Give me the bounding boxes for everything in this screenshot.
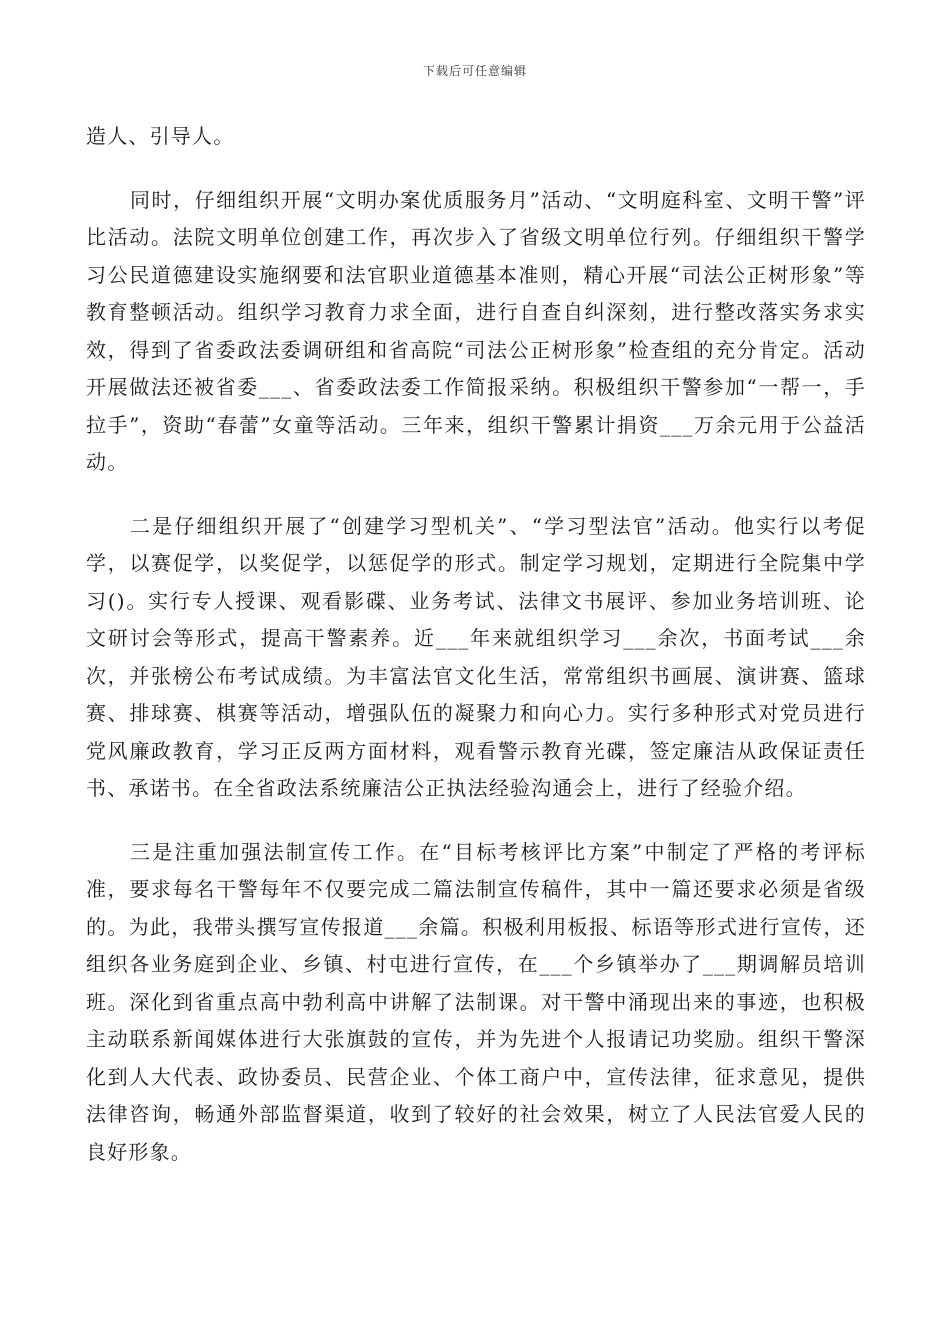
- paragraph-civilization-activities: 同时，仔细组织开展“文明办案优质服务月”活动、“文明庭科室、文明干警”评比活动。法院文明单位创建工作，再次步入了省级文明单位行列。仔细组织干警学习公民道德建设实施纲要和法官职业道德基本准则，精心开展“司法公正树形象”等教育整顿活动。组织学习教育力求全面，进行自查自纠深刻，进行整改落实务求实效，得到了省委政法委调研组和省高院“司法公正树形象”检查组的充分肯定。活动开展做法还被省委___、省委政法委工作简报采纳。积极组织干警参加“一帮一，手拉手”，资助“春蕾”女童等活动。三年来，组织干警累计捐资___万余元用于公益活动。: [86, 187, 866, 474]
- header-note: 下载后可任意编辑: [422, 64, 527, 78]
- document-body: [86, 118, 866, 1171]
- paragraph-learning-organization: 二是仔细组织开展了“创建学习型机关”、“学习型法官”活动。他实行以考促学，以赛促学，以奖促学，以惩促学的形式。制定学习规划，定期进行全院集中学习()。实行专人授课、观看影碟、业务考试、法律文书展评、参加业务培训班、论文研讨会等形式，提高干警素养。近___年来就组织学习___余次，书面考试___余次，并张榜公布考试成绩。为丰富法官文化生活，常常组织书画展、演讲赛、篮球赛、排球赛、棋赛等活动，增强队伍的凝聚力和向心力。实行多种形式对党员进行党风廉政教育，学习正反两方面材料，观看警示教育光碟，签定廉洁从政保证责任书、承诺书。在全省政法系统廉洁公正执法经验沟通会上，进行了经验介绍。: [86, 513, 866, 800]
- paragraph-spacer: [86, 482, 866, 508]
- paragraph-legal-publicity: 三是注重加强法制宣传工作。在“目标考核评比方案”中制定了严格的考评标准，要求每名干警每年不仅要完成二篇法制宣传稿件，其中一篇还要求必须是省级的。为此，我带头撰写宣传报道___余篇。积极利用板报、标语等形式进行宣传，还组织各业务庭到企业、乡镇、村屯进行宣传，在___个乡镇举办了___期调解员培训班。深化到省重点高中勃利高中讲解了法制课。对干警中涌现出来的事迹，也积极主动联系新闻媒体进行大张旗鼓的宣传，并为先进个人报请记功奖励。组织干警深化到人大代表、政协委员、民营企业、个体工商户中，宣传法律，征求意见，提供法律咨询，畅通外部监督渠道，收到了较好的社会效果，树立了人民法官爱人民的良好形象。: [86, 839, 866, 1164]
- paragraph-continuation: 造人、引导人。: [86, 124, 235, 148]
- paragraph-spacer: [86, 808, 866, 834]
- paragraph-spacer: [86, 156, 866, 182]
